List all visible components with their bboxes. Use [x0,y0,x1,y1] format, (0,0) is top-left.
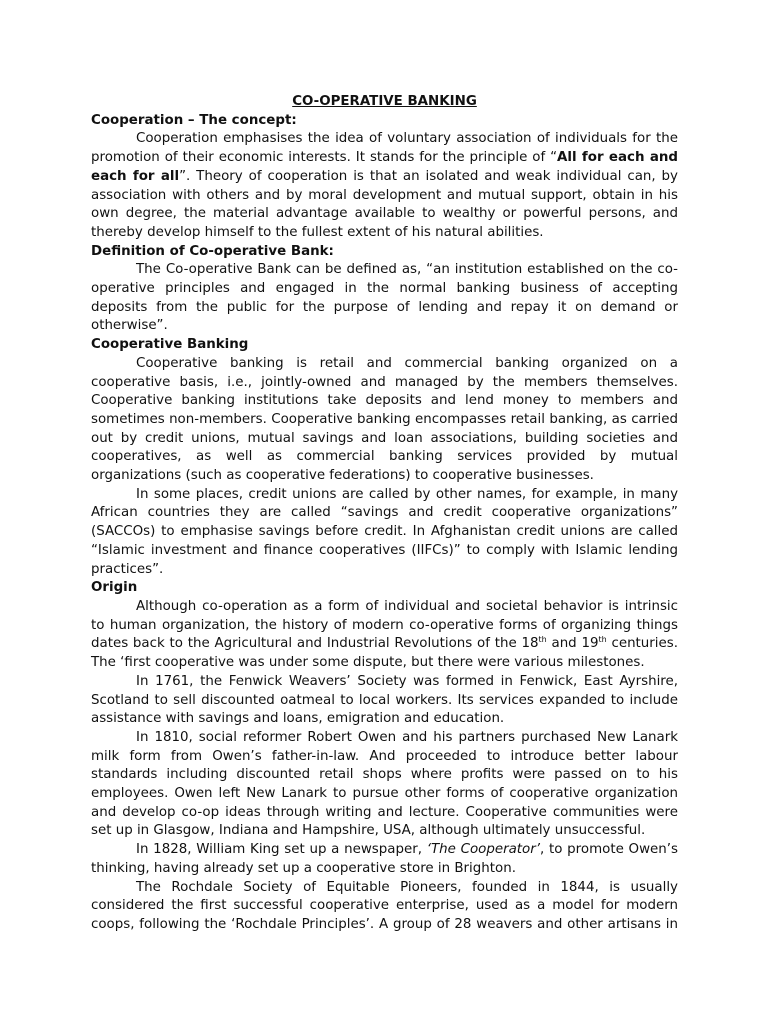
concept-bold-phrase: All for each and each for all [91,150,678,184]
paragraph-origin-1 [91,598,678,673]
heading-concept: Cooperation – The concept: [91,112,297,128]
paragraph-concept [91,130,678,242]
origin-text-a: Although co-operation as a form of individual and societal behavior is intrinsic to human organization, the history of modern co-operative forms of organizing things dates back to the Agricultural and Industrial Revolutions of the 18 [91,598,678,652]
origin4-text-b: , to promote Owen’s thinking, having already set up a cooperative store in Brighton. [91,842,678,876]
origin4-text-a: In 1828, William King set up a newspaper, [136,842,427,858]
paragraph-origin-4 [91,841,678,878]
paragraph-banking-2: In some places, credit unions are called by other names, for example, in many African countries they are called “savings and credit cooperative organizations” (SACCOs) to emphasise savings before credit. In Afghanistan credit unions are called “Islamic investment and finance cooperatives (IIFCs)” to comply with Islamic lending practices”. [91,486,678,577]
newspaper-title: ‘The Cooperator’ [426,842,541,858]
paragraph-origin-3: In 1810, social reformer Robert Owen and his partners purchased New Lanark milk form from Owen’s father-in-law. And proceeded to introduce better labour standards including discounted retail shops where profits were passed on to his employees. Owen left New Lanark to pursue other forms of cooperative organization and develop co-op ideas through writing and lecture. Cooperative communities were set up in Glasgow, Indiana and Hampshire, USA, although ultimately unsuccessful. [91,729,678,839]
concept-text-b: ”. Theory of cooperation is that an isolated and weak individual can, by association with others and by moral development and mutual support, obtain in his own degree, the material advantage available to wealthy or powerful persons, and thereby develop himself to the fullest extent of his natural abilities. [91,168,678,240]
heading-definition: Definition of Co-operative Bank: [91,243,334,259]
paragraph-banking-1: Cooperative banking is retail and commercial banking organized on a cooperative basis, i.e., jointly-owned and managed by the members themselves. Cooperative banking institutions take deposits and lend money to members and sometimes non-members. Cooperative banking encompasses retail banking, as carried out by credit unions, mutual savings and loan associations, building societies and cooperatives, as well as commercial banking services provided by mutual organizations (such as cooperative federations) to cooperative businesses. [91,355,678,484]
origin-tail [91,879,678,935]
origin-sup-1: th [538,635,547,645]
paragraph-origin-5: The Rochdale Society of Equitable Pioneers, founded in 1844, is usually considered the first successful cooperative enterprise, used as a model for modern coops, following the ‘Rochdale Principles’. A group of 28 weavers and other artisans in [91,879,678,932]
origin-sup-2: th [598,635,607,645]
origin-text-b: and 19 [546,636,599,652]
heading-origin: Origin [91,580,138,596]
origin-text-c: centuries. The ‘first cooperative was under some dispute, but there were various milestones. [91,636,678,671]
paragraph-origin-2: In 1761, the Fenwick Weavers’ Society was formed in Fenwick, East Ayrshire, Scotland to sell discounted oatmeal to local workers. Its services expanded to include assistance with savings and loans, emigration and education. [91,673,678,727]
concept-text-a: Cooperation emphasises the idea of voluntary association of individuals for the promotion of their economic interests. It stands for the principle of “ [91,131,678,166]
heading-cooperative-banking: Cooperative Banking [91,337,249,353]
paragraph-definition: The Co-operative Bank can be defined as, “an institution established on the co-operative principles and engaged in the normal banking business of accepting deposits from the public for the purpose of lending and repay it on demand or otherwise”. [91,262,678,334]
document-title: CO-OPERATIVE BANKING [292,94,477,109]
